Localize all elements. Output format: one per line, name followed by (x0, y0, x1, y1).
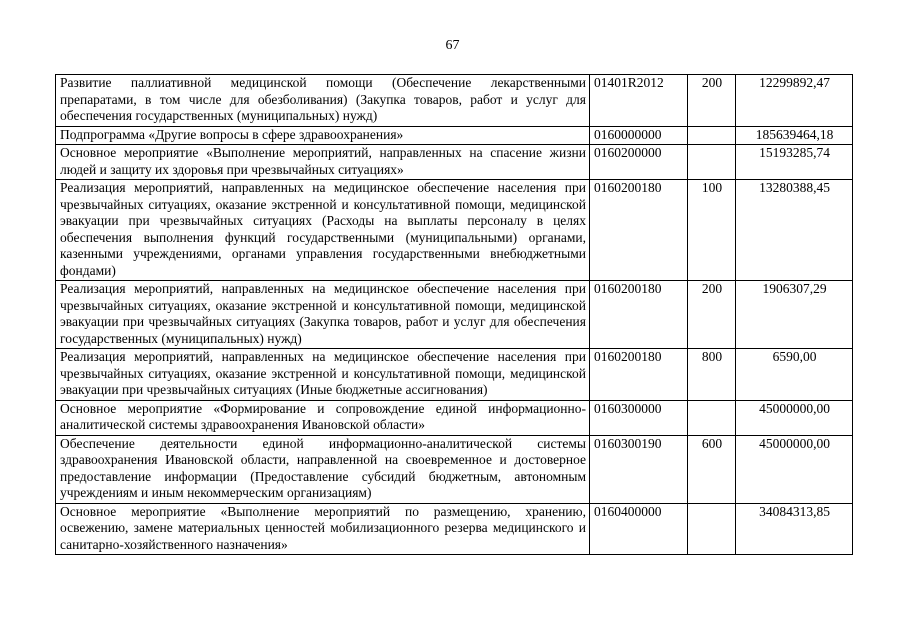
row-expense-type (688, 145, 736, 180)
table-row (56, 349, 853, 401)
row-amount: 6590,00 (736, 349, 853, 401)
row-expense-type: 600 (688, 435, 736, 503)
row-target-code: 0160300190 (590, 435, 688, 503)
row-description: Подпрограмма «Другие вопросы в сфере здравоохранения» (56, 126, 590, 145)
table-row (56, 281, 853, 349)
row-description: Реализация мероприятий, направленных на медицинское обеспечение населения при чрезвычайных ситуациях, оказание экстренной и консультативной помощи, медицинской эвакуации при чрезвычайных ситуациях (Иные бюджетные ассигнования) (56, 349, 590, 401)
row-amount: 13280388,45 (736, 180, 853, 281)
row-expense-type (688, 503, 736, 555)
table-row (56, 503, 853, 555)
row-amount: 34084313,85 (736, 503, 853, 555)
row-description: Основное мероприятие «Формирование и сопровождение единой информационно-аналитической системы здравоохранения Ивановской области» (56, 400, 590, 435)
row-description: Реализация мероприятий, направленных на медицинское обеспечение населения при чрезвычайных ситуациях, оказание экстренной и консультативной помощи, медицинской эвакуации при чрезвычайных ситуациях (Закупка товаров, работ и услуг для обеспечения государственных (муниципальных) нужд) (56, 281, 590, 349)
row-expense-type (688, 126, 736, 145)
row-target-code: 01401R2012 (590, 75, 688, 127)
row-expense-type: 200 (688, 75, 736, 127)
row-description: Развитие паллиативной медицинской помощи (Обеспечение лекарственными препаратами, в том числе для обезболивания) (Закупка товаров, работ и услуг для обеспечения государственных (муниципальных) нужд) (56, 75, 590, 127)
row-expense-type: 200 (688, 281, 736, 349)
table-row (56, 75, 853, 127)
table-row (56, 126, 853, 145)
table-row (56, 180, 853, 281)
row-amount: 45000000,00 (736, 400, 853, 435)
row-description: Реализация мероприятий, направленных на медицинское обеспечение населения при чрезвычайных ситуациях, оказание экстренной и консультативной помощи, медицинской эвакуации при чрезвычайных ситуациях (Расходы на выплаты персоналу в целях обеспечения выполнения функций государственными (муниципальными) органами, казенными учреждениями, органами управления государственными внебюджетными фондами) (56, 180, 590, 281)
row-amount: 12299892,47 (736, 75, 853, 127)
row-expense-type (688, 400, 736, 435)
table-row (56, 400, 853, 435)
table-row (56, 145, 853, 180)
page-number: 67 (445, 38, 460, 53)
row-expense-type: 800 (688, 349, 736, 401)
row-target-code: 0160200180 (590, 281, 688, 349)
row-expense-type: 100 (688, 180, 736, 281)
row-amount: 15193285,74 (736, 145, 853, 180)
row-amount: 45000000,00 (736, 435, 853, 503)
budget-table (55, 74, 853, 555)
budget-table-body (56, 75, 853, 555)
row-description: Основное мероприятие «Выполнение мероприятий, направленных на спасение жизни людей и защиту их здоровья при чрезвычайных ситуациях» (56, 145, 590, 180)
row-target-code: 0160300000 (590, 400, 688, 435)
row-amount: 185639464,18 (736, 126, 853, 145)
row-description: Основное мероприятие «Выполнение мероприятий по размещению, хранению, освежению, замене материальных ценностей мобилизационного резерва медицинского и санитарно-хозяйственного назначения» (56, 503, 590, 555)
row-target-code: 0160200180 (590, 349, 688, 401)
row-target-code: 0160000000 (590, 126, 688, 145)
table-row (56, 435, 853, 503)
row-target-code: 0160200000 (590, 145, 688, 180)
row-target-code: 0160200180 (590, 180, 688, 281)
row-description: Обеспечение деятельности единой информационно-аналитической системы здравоохранения Ивановской области, направленной на своевременное и достоверное предоставление информации (Предоставление субсидий бюджетным, автономным учреждениям и иным некоммерческим организациям) (56, 435, 590, 503)
row-target-code: 0160400000 (590, 503, 688, 555)
row-amount: 1906307,29 (736, 281, 853, 349)
